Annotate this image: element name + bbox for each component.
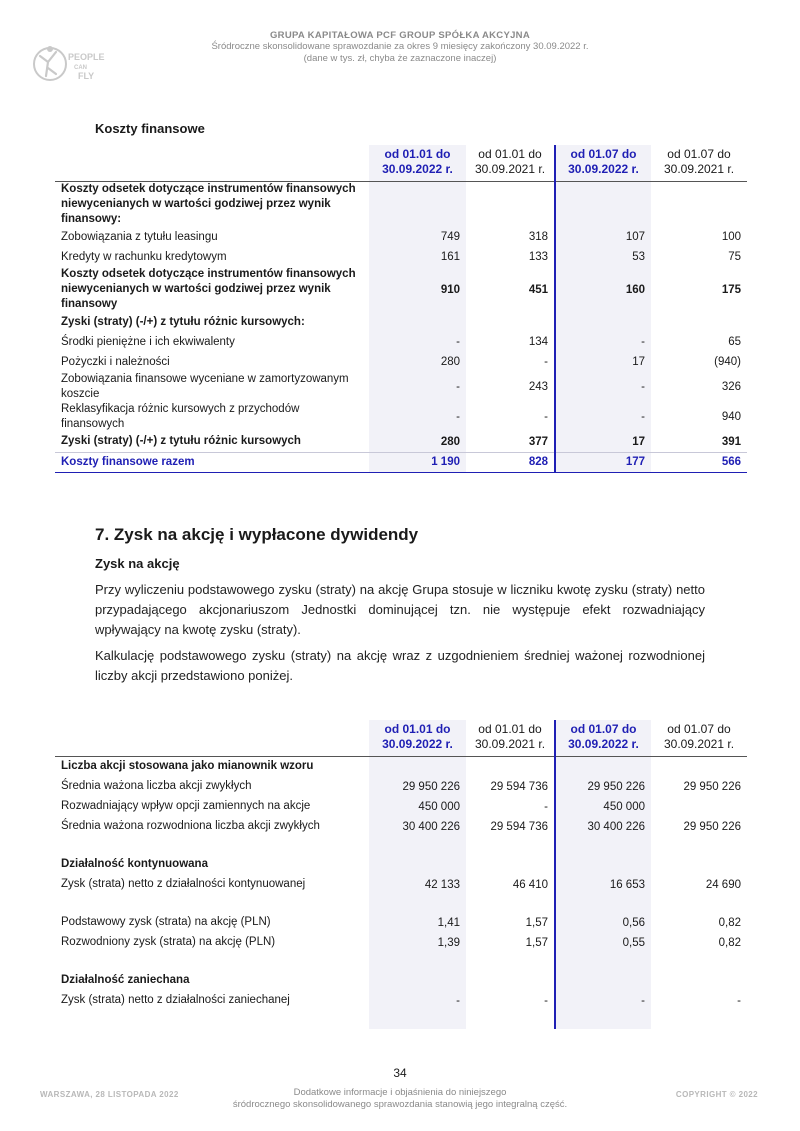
cell-value: 377 (528, 435, 548, 448)
footer-date: WARSZAWA, 28 LISTOPADA 2022 (40, 1090, 179, 1099)
cell-value (651, 1011, 747, 1029)
section-title-eps: 7. Zysk na akcję i wypłacone dywidendy (95, 525, 419, 544)
column-header: od 01.01 do 30.09.2021 r. (466, 145, 555, 182)
cell-value: 1,41 (369, 913, 466, 933)
row-label: Zyski (straty) (-/+) z tytułu różnic kursowych: (61, 315, 305, 328)
table-row (55, 797, 747, 817)
cell-value (651, 855, 747, 875)
cell-value (466, 855, 555, 875)
table-row (55, 352, 747, 372)
cell-value (369, 971, 466, 991)
table-row (55, 757, 747, 777)
row-label: Koszty odsetek dotyczące instrumentów finansowych niewycenianych w wartości godziwej przez wynik finansowy (61, 268, 356, 310)
cell-value: - (555, 991, 651, 1011)
cell-value: 749 (369, 227, 466, 247)
footer-copyright: COPYRIGHT © 2022 (675, 1090, 758, 1099)
cell-value (555, 971, 651, 991)
row-label: Zobowiązania finansowe wyceniane w zamortyzowanym koszcie (61, 373, 349, 400)
table-row (55, 991, 747, 1011)
cell-value (369, 757, 466, 777)
cell-value: 450 000 (369, 797, 466, 817)
cell-value: 16 653 (555, 875, 651, 895)
cell-value (555, 312, 651, 332)
cell-value (555, 855, 651, 875)
row-label: Średnia ważona liczba akcji zwykłych (61, 780, 252, 792)
cell-value: 29 950 226 (683, 780, 741, 793)
cell-value: 75 (728, 251, 741, 263)
cell-value (651, 757, 747, 777)
row-label: Środki pieniężne i ich ekwiwalenty (61, 335, 235, 348)
row-label: Zysk (strata) netto z działalności kontynuowanej (61, 878, 306, 890)
column-header: od 01.01 do 30.09.2021 r. (466, 720, 555, 757)
cell-value (555, 182, 651, 228)
section-title-costs: Koszty finansowe (95, 121, 205, 136)
row-label: Podstawowy zysk (strata) na akcję (PLN) (61, 916, 271, 928)
page-number: 34 (393, 1066, 407, 1080)
table-row (55, 875, 747, 895)
cell-value: - (555, 332, 651, 352)
row-label (55, 953, 369, 971)
cell-value: 326 (721, 381, 741, 393)
row-label: Reklasyfikacja różnic kursowych z przychodów finansowych (61, 403, 300, 430)
cell-value: 280 (369, 352, 466, 372)
cell-value (369, 953, 466, 971)
cell-value: 100 (721, 231, 741, 243)
cell-value (369, 837, 466, 855)
cell-value: 42 133 (369, 875, 466, 895)
table-row (55, 895, 747, 913)
cell-value: - (737, 994, 741, 1007)
cell-value: 29 594 736 (490, 780, 548, 793)
cell-value (369, 855, 466, 875)
column-header: od 01.07 do 30.09.2022 r. (555, 720, 651, 757)
cell-value: 107 (555, 227, 651, 247)
svg-text:FLY: FLY (78, 71, 95, 81)
table-row (55, 312, 747, 332)
cell-value (466, 182, 555, 228)
table-row (55, 402, 747, 432)
cell-value (369, 1011, 466, 1029)
cell-value: 1 190 (369, 452, 466, 472)
column-header: od 01.07 do 30.09.2021 r. (651, 720, 747, 757)
cell-value (555, 953, 651, 971)
cell-value: 451 (528, 283, 548, 296)
cell-value: - (369, 991, 466, 1011)
cell-value (369, 895, 466, 913)
subsection-title: Zysk na akcję (95, 556, 180, 571)
finance-costs-table (55, 145, 747, 473)
cell-value (651, 895, 747, 913)
paragraph: Kalkulację podstawowego zysku (straty) na akcję wraz z uzgodnieniem średniej ważonej rozwodnionej liczby akcji przedstawiono poniżej. (95, 648, 705, 683)
cell-value: 391 (721, 435, 741, 448)
cell-value: 17 (555, 352, 651, 372)
row-label: Liczba akcji stosowana jako mianownik wzoru (61, 760, 314, 773)
cell-value (466, 895, 555, 913)
row-label: Rozwadniający wpływ opcji zamiennych na akcje (61, 800, 311, 812)
cell-value: 318 (528, 231, 548, 243)
table-header-row (55, 145, 747, 182)
cell-value: 133 (528, 251, 548, 263)
eps-table (55, 720, 747, 1029)
cell-value (651, 312, 747, 332)
table-row (55, 855, 747, 875)
cell-value (466, 312, 555, 332)
table-row (55, 953, 747, 971)
cell-value: - (555, 402, 651, 432)
row-label: Zysk (strata) netto z działalności zaniechanej (61, 994, 290, 1006)
cell-value (651, 837, 747, 855)
cell-value: 17 (555, 432, 651, 452)
footer-note: Dodatkowe informacje i objaśnienia do niniejszego śródrocznego skonsolidowanego sprawozdania stanowią jego integralną część. (232, 1087, 568, 1110)
cell-value (369, 182, 466, 228)
row-label: Kredyty w rachunku kredytowym (61, 250, 227, 263)
row-label (55, 1011, 369, 1029)
cell-value: 940 (721, 411, 741, 423)
cell-value: 177 (555, 452, 651, 472)
cell-value (466, 757, 555, 777)
cell-value: 65 (728, 336, 741, 348)
row-label: Zobowiązania z tytułu leasingu (61, 230, 218, 243)
units-note: (dane w tys. zł, chyba że zaznaczone inaczej) (303, 53, 497, 64)
cell-value: 29 950 226 (555, 777, 651, 797)
row-label: Średnia ważona rozwodniona liczba akcji zwykłych (61, 820, 320, 832)
table-row (55, 332, 747, 352)
cell-value (555, 895, 651, 913)
table-row (55, 913, 747, 933)
row-label: Zyski (straty) (-/+) z tytułu różnic kursowych (61, 435, 301, 448)
cell-value: 46 410 (512, 878, 548, 891)
table-row (55, 432, 747, 452)
column-header: od 01.01 do 30.09.2022 r. (369, 145, 466, 182)
table-row (55, 817, 747, 837)
cell-value (555, 1011, 651, 1029)
cell-value (369, 312, 466, 332)
table-row (55, 452, 747, 472)
column-header: od 01.01 do 30.09.2022 r. (369, 720, 466, 757)
table-row (55, 372, 747, 402)
cell-value (466, 971, 555, 991)
table-row (55, 971, 747, 991)
cell-value (651, 953, 747, 971)
report-title: Śródroczne skonsolidowane sprawozdanie za okres 9 miesięcy zakończony 30.09.2022 r. (211, 41, 589, 52)
cell-value: 0,55 (555, 933, 651, 953)
table-row (55, 1011, 747, 1029)
cell-value: 29 594 736 (490, 820, 548, 833)
cell-value (555, 757, 651, 777)
cell-value (651, 971, 747, 991)
cell-value: - (544, 800, 548, 813)
cell-value: - (544, 411, 548, 423)
cell-value: 175 (721, 283, 741, 296)
cell-value: 160 (555, 267, 651, 312)
cell-value: 53 (555, 247, 651, 267)
cell-value: - (544, 356, 548, 368)
cell-value (555, 837, 651, 855)
row-label: Pożyczki i należności (61, 355, 170, 368)
svg-text:CAN: CAN (74, 65, 87, 71)
cell-value (466, 953, 555, 971)
row-label: Rozwodniony zysk (strata) na akcję (PLN) (61, 936, 276, 948)
page-header (150, 30, 650, 65)
cell-value (466, 837, 555, 855)
row-label: Koszty odsetek dotyczące instrumentów finansowych niewycenianych w wartości godziwej przez wynik finansowy: (61, 183, 356, 225)
row-label: Działalność zaniechana (61, 974, 190, 986)
cell-value: 1,57 (525, 936, 548, 949)
cell-value: 243 (528, 381, 548, 393)
cell-value: 30 400 226 (555, 817, 651, 837)
cell-value: 0,82 (718, 936, 741, 949)
cell-value: - (369, 372, 466, 402)
cell-value: 566 (651, 452, 747, 472)
table-row (55, 247, 747, 267)
row-label: Działalność kontynuowana (61, 858, 208, 870)
table-row (55, 777, 747, 797)
cell-value: 29 950 226 (369, 777, 466, 797)
cell-value: - (544, 994, 548, 1007)
company-logo (30, 34, 105, 94)
cell-value: 30 400 226 (369, 817, 466, 837)
row-label (55, 895, 369, 913)
cell-value: 1,39 (369, 933, 466, 953)
cell-value (651, 797, 747, 817)
column-header: od 01.07 do 30.09.2021 r. (651, 145, 747, 182)
cell-value (651, 182, 747, 228)
cell-value: 1,57 (525, 916, 548, 929)
cell-value: 29 950 226 (683, 820, 741, 833)
row-label: Koszty finansowe razem (55, 452, 369, 472)
cell-value: (940) (714, 356, 741, 368)
cell-value: 828 (466, 452, 555, 472)
cell-value: 0,82 (718, 916, 741, 929)
cell-value (466, 1011, 555, 1029)
company-name: GRUPA KAPITAŁOWA PCF GROUP SPÓŁKA AKCYJNA (269, 30, 530, 41)
table-row (55, 837, 747, 855)
cell-value: 910 (369, 267, 466, 312)
table-row (55, 227, 747, 247)
table-header-row (55, 720, 747, 757)
table-row (55, 182, 747, 228)
paragraph: Przy wyliczeniu podstawowego zysku (straty) na akcję Grupa stosuje w liczniku kwotę zysku (straty) netto przypadającego akcjonariuszom Jednostki dominującej tzn. nie występuje efekt rozwadniający wpływający na kwotę zysku (straty). (95, 582, 705, 637)
table-row (55, 933, 747, 953)
cell-value: 0,56 (555, 913, 651, 933)
row-label (55, 837, 369, 855)
svg-text:PEOPLE: PEOPLE (68, 52, 105, 62)
table-row (55, 267, 747, 312)
cell-value: - (555, 372, 651, 402)
cell-value: - (369, 332, 466, 352)
cell-value: 24 690 (705, 878, 741, 891)
cell-value: 280 (369, 432, 466, 452)
column-header: od 01.07 do 30.09.2022 r. (555, 145, 651, 182)
cell-value: 161 (369, 247, 466, 267)
cell-value: 450 000 (555, 797, 651, 817)
cell-value: 134 (528, 336, 548, 348)
cell-value: - (369, 402, 466, 432)
